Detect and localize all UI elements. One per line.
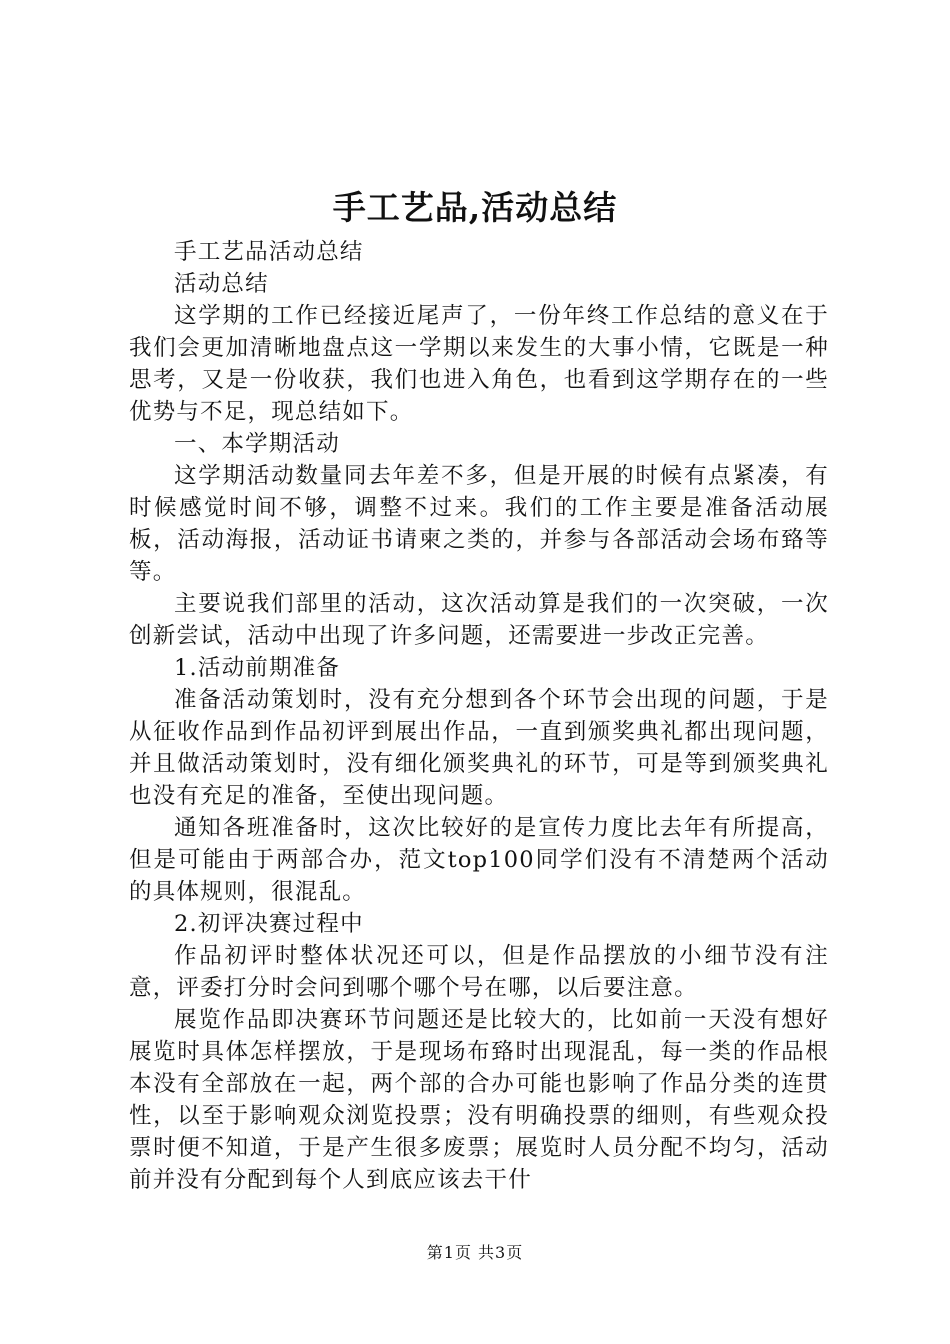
paragraph: 通知各班准备时，这次比较好的是宣传力度比去年有所提高，但是可能由于两部合办，范文top100同学们没有不清楚两个活动的具体规则，很混乱。 (129, 815, 829, 905)
subsection-heading: 2.初评决赛过程中 (174, 911, 364, 937)
paragraph: 展览作品即决赛环节问题还是比较大的，比如前一天没有想好展览时具体怎样摆放，于是现场布臵时出现混乱，每一类的作品根本没有全部放在一起，两个部的合办可能也影响了作品分类的连贯性，以至于影响观众浏览投票；没有明确投票的细则，有些观众投票时便不知道，于是产生很多废票；展览时人员分配不均匀，活动前并没有分配到每个人到底应该去干什 (129, 1007, 829, 1193)
page-footer: 第1页 共3页 (426, 1243, 524, 1262)
document-title: 手工艺品,活动总结 (332, 188, 618, 227)
paragraph: 活动总结 (174, 271, 269, 297)
paragraph: 这学期活动数量同去年差不多，但是开展的时候有点紧凑，有时候感觉时间不够，调整不过来。我们的工作主要是准备活动展板，活动海报，活动证书请柬之类的，并参与各部活动会场布臵等等。 (129, 463, 829, 585)
paragraph: 主要说我们部里的活动，这次活动算是我们的一次突破，一次创新尝试，活动中出现了许多问题，还需要进一步改正完善。 (129, 591, 829, 649)
section-heading: 一、本学期活动 (174, 431, 340, 457)
paragraph: 准备活动策划时，没有充分想到各个环节会出现的问题，于是从征收作品到作品初评到展出作品，一直到颁奖典礼都出现问题，并且做活动策划时，没有细化颁奖典礼的环节，可是等到颁奖典礼也没有充足的准备，至使出现问题。 (129, 687, 829, 809)
paragraph: 这学期的工作已经接近尾声了，一份年终工作总结的意义在于我们会更加清晰地盘点这一学期以来发生的大事小情，它既是一种思考，又是一份收获，我们也进入角色，也看到这学期存在的一些优势与不足，现总结如下。 (129, 303, 829, 425)
paragraph: 手工艺品活动总结 (174, 239, 364, 265)
paragraph: 作品初评时整体状况还可以，但是作品摆放的小细节没有注意，评委打分时会问到哪个哪个号在哪，以后要注意。 (129, 943, 829, 1001)
document-body (129, 236, 829, 1196)
subsection-heading: 1.活动前期准备 (174, 655, 341, 681)
